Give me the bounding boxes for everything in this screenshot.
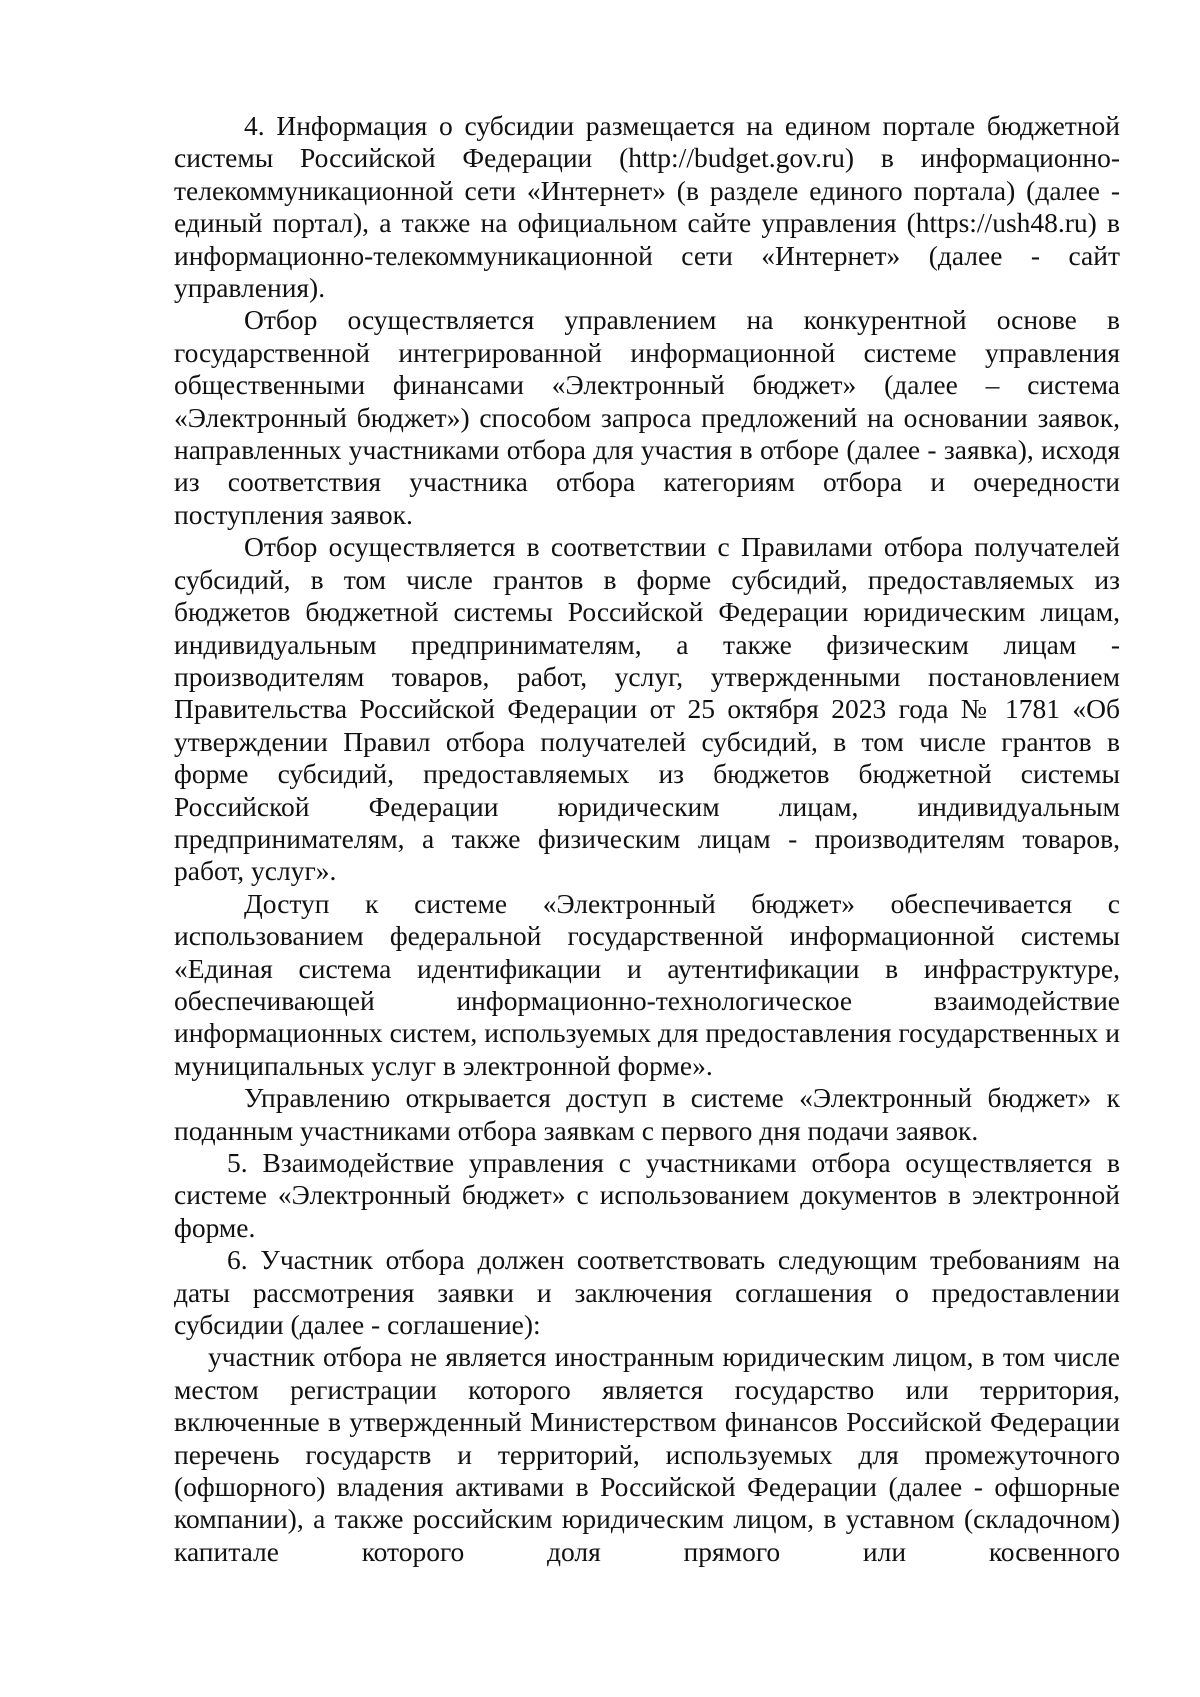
paragraph-6-requirements: 6. Участник отбора должен соответствовать следующим требованиям на даты рассмотрения заявки и заключения соглашения о предоставлении субсидии (далее - соглашение): (174, 1244, 1120, 1341)
paragraph-4-info-portal: 4. Информация о субсидии размещается на едином портале бюджетной системы Российской Федерации (http://budget.gov.ru) в информационно-телекоммуникационной сети «Интернет» (в разделе единого портала) (далее - единый портал), а также на официальном сайте управления (https://ush48.ru) в информационно-телекоммуникационной сети «Интернет» (далее - сайт управления). (174, 110, 1120, 304)
paragraph-5-interaction: 5. Взаимодействие управления с участниками отбора осуществляется в системе «Электронный бюджет» с использованием документов в электронной форме. (174, 1147, 1120, 1243)
paragraph-application-access: Управлению открывается доступ в системе «Электронный бюджет» к поданным участниками отбора заявкам с первого дня подачи заявок. (174, 1082, 1120, 1146)
paragraph-system-access: Доступ к системе «Электронный бюджет» обеспечивается с использованием федеральной государственной информационной системы «Единая система идентификации и аутентификации в инфраструктуре, обеспечивающей информационно-технологическое взаимодействие информационных систем, используемых для предоставления государственных и муниципальных услуг в электронной форме». (174, 887, 1120, 1081)
document-page (174, 110, 1120, 1568)
paragraph-selection-rules: Отбор осуществляется в соответствии с Правилами отбора получателей субсидий, в том числе грантов в форме субсидий, предоставляемых из бюджетов бюджетной системы Российской Федерации юридическим лицам, индивидуальным предпринимателям, а также физическим лицам - производителям товаров, работ, услуг, утвержденными постановлением Правительства Российской Федерации от 25 октября 2023 года № 1781 «Об утверждении Правил отбора получателей субсидий, в том числе грантов в форме субсидий, предоставляемых из бюджетов бюджетной системы Российской Федерации юридическим лицам, индивидуальным предпринимателям, а также физическим лицам - производителям товаров, работ, услуг». (174, 531, 1120, 887)
paragraph-requirement-offshore: участник отбора не является иностранным юридическим лицом, в том числе местом регистрации которого является государство или территория, включенные в утвержденный Министерством финансов Российской Федерации перечень государств и территорий, используемых для промежуточного (офшорного) владения активами в Российской Федерации (далее - офшорные компании), а также российским юридическим лицом, в уставном (складочном) капитале которого доля прямого или косвенного (174, 1341, 1120, 1567)
paragraph-selection-method: Отбор осуществляется управлением на конкурентной основе в государственной интегрированной информационной системе управления общественными финансами «Электронный бюджет» (далее – система «Электронный бюджет») способом запроса предложений на основании заявок, направленных участниками отбора для участия в отборе (далее - заявка), исходя из соответствия участника отбора категориям отбора и очередности поступления заявок. (174, 304, 1120, 530)
